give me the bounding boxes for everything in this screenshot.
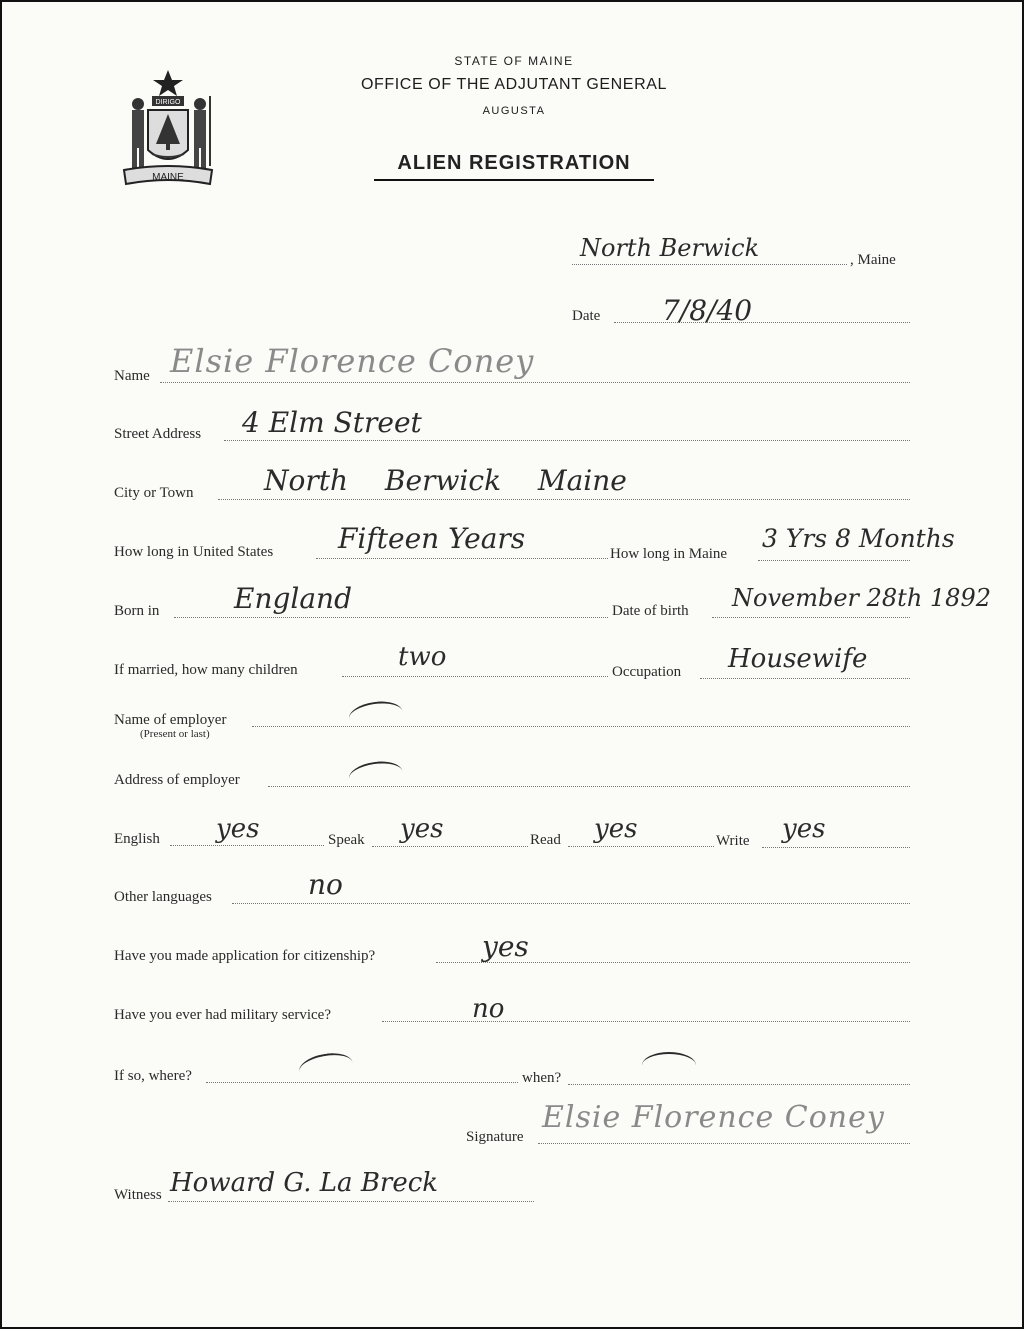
citizenship-label: Have you made application for citizenship? [114, 948, 376, 964]
witness-line [168, 1201, 534, 1202]
signature-line [538, 1143, 910, 1144]
speak-value: yes [400, 814, 444, 844]
state-seal-icon [114, 66, 222, 192]
us-duration-value: Fifteen Years [338, 522, 526, 555]
military-value: no [472, 994, 505, 1024]
write-value: yes [782, 814, 826, 844]
signature-label: Signature [466, 1129, 524, 1145]
other-languages-line [232, 903, 910, 904]
other-languages-label: Other languages [114, 889, 212, 905]
dob-label: Date of birth [612, 603, 689, 619]
svg-text:DIRIGO: DIRIGO [155, 99, 181, 106]
born-in-value: England [234, 582, 353, 615]
state-heading: STATE OF MAINE [454, 54, 574, 68]
date-label: Date [572, 308, 601, 324]
employer-blank-mark [347, 698, 403, 721]
street-value: 4 Elm Street [242, 406, 422, 439]
where-blank-mark [297, 1049, 353, 1074]
when-blank-mark [642, 1052, 696, 1068]
occupation-label: Occupation [612, 664, 682, 680]
date-line [614, 322, 910, 323]
street-line [224, 440, 910, 441]
when-line [568, 1084, 910, 1085]
us-duration-line [316, 558, 608, 559]
where-line [206, 1082, 518, 1083]
read-label: Read [530, 832, 561, 848]
occupation-value: Housewife [728, 644, 868, 674]
place-value: North Berwick [580, 234, 760, 262]
employer-label: Name of employer [114, 712, 227, 728]
maine-duration-label: How long in Maine [610, 546, 728, 562]
name-value: Elsie Florence Coney [170, 342, 535, 380]
name-label: Name [114, 368, 150, 384]
dob-value: November 28th 1892 [732, 584, 991, 612]
witness-value: Howard G. La Breck [170, 1168, 439, 1198]
title-underline [374, 179, 654, 181]
english-line [170, 845, 324, 846]
us-duration-label: How long in United States [114, 544, 274, 560]
office-heading: OFFICE OF THE ADJUTANT GENERAL [360, 76, 668, 93]
other-languages-value: no [308, 868, 343, 901]
date-value: 7/8/40 [662, 294, 753, 327]
signature-value: Elsie Florence Coney [542, 1100, 885, 1135]
write-line [762, 847, 910, 848]
children-line [342, 676, 608, 677]
employer-address-label: Address of employer [114, 772, 240, 788]
read-value: yes [594, 814, 638, 844]
place-suffix-label: , Maine [850, 252, 896, 268]
place-line [572, 264, 847, 265]
when-label: when? [522, 1070, 562, 1086]
employer-sublabel: (Present or last) [140, 728, 210, 740]
city-value: North Berwick Maine [264, 464, 627, 497]
city-label: City or Town [114, 485, 194, 501]
where-label: If so, where? [114, 1068, 192, 1084]
born-in-line [174, 617, 608, 618]
maine-duration-value: 3 Yrs 8 Months [762, 524, 955, 553]
read-line [568, 846, 714, 847]
speak-line [372, 846, 528, 847]
military-label: Have you ever had military service? [114, 1007, 331, 1023]
svg-text:MAINE: MAINE [152, 172, 184, 183]
form-title: ALIEN REGISTRATION [397, 152, 631, 174]
employer-address-blank-mark [347, 758, 403, 781]
children-value: two [398, 642, 447, 672]
city-heading: AUGUSTA [482, 105, 546, 117]
children-label: If married, how many children [114, 662, 298, 678]
speak-label: Speak [328, 832, 365, 848]
english-value: yes [216, 814, 260, 844]
dob-line [712, 617, 910, 618]
occupation-line [700, 678, 910, 679]
name-line [160, 382, 910, 383]
citizenship-value: yes [482, 930, 529, 963]
employer-line [252, 726, 910, 727]
write-label: Write [716, 833, 750, 849]
military-line [382, 1021, 910, 1022]
english-label: English [114, 831, 160, 847]
maine-duration-line [758, 560, 910, 561]
city-line [218, 499, 910, 500]
born-in-label: Born in [114, 603, 160, 619]
witness-label: Witness [114, 1187, 162, 1203]
street-label: Street Address [114, 426, 202, 442]
employer-address-line [268, 786, 910, 787]
